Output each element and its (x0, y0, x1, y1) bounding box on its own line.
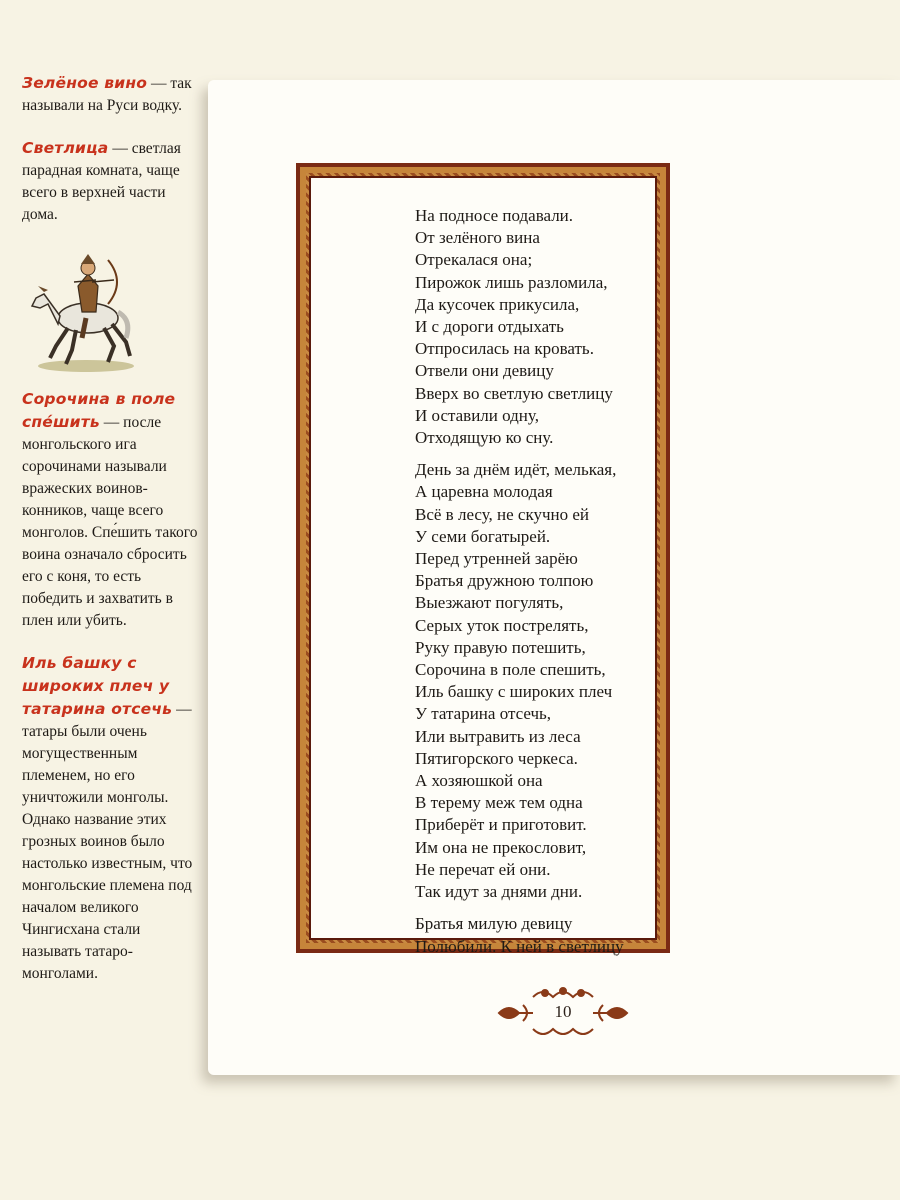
glossary-term: Светлица (22, 139, 109, 157)
poem-line: Перед утренней зарёю (415, 549, 578, 569)
glossary-definition: — светлая парадная комната, чаще всего в верхней части дома. (22, 140, 181, 223)
poem-line: Отпросилась на кровать. (415, 339, 594, 359)
book-page (208, 80, 900, 1075)
poem-line: Приберёт и приготовит. (415, 815, 587, 835)
poem-line: Им она не прекословит, (415, 837, 587, 857)
glossary-definition: — татары были очень могущественным племенем, но его уничтожили монголы. Однако название этих грозных воинов было настолько известным, что монгольские племена под началом великого Чингисхана стали называть татаро-монголами. (22, 701, 193, 982)
glossary-term: Зелёное вино (22, 74, 148, 92)
poem-line: Отрекалася она; (415, 250, 533, 270)
poem-line: Так идут за днями дни. (415, 882, 583, 902)
poem-line: Отходящую ко сну. (415, 428, 554, 448)
glossary-definition: — так называли на Руси водку. (22, 75, 192, 114)
horseman-illustration (26, 246, 136, 376)
glossary-entry-sorochina (22, 388, 202, 632)
poem-line: Серых уток пострелять, (415, 615, 589, 635)
page-number: 10 (554, 1002, 572, 1021)
poem-stanza (415, 205, 624, 449)
poem-text (415, 205, 624, 968)
poem-line: А царевна молодая (415, 482, 553, 502)
poem-line: От зелёного вина (415, 228, 540, 248)
glossary-term: Сорочина в поле спе́шить (22, 390, 176, 431)
poem-line: Братья милую девицу (415, 914, 573, 934)
glossary-term: Иль башку с широких плеч у татарина отсечь (22, 654, 173, 718)
poem-line: Всё в лесу, не скучно ей (415, 504, 590, 524)
poem-line: Не перечат ей они. (415, 859, 551, 879)
poem-line: Иль башку с широких плеч (415, 682, 613, 702)
poem-line: Пятигорского черкеса. (415, 748, 578, 768)
glossary-sidebar (22, 72, 202, 1005)
poem-line: У татарина отсечь, (415, 704, 552, 724)
poem-line: Да кусочек прикусила, (415, 294, 580, 314)
poem-line: На подносе подавали. (415, 206, 574, 225)
poem-line: В терему меж тем одна (415, 793, 583, 813)
poem-line: Братья дружною толпою (415, 571, 594, 591)
glossary-entry-bashku (22, 652, 202, 985)
poem-line: А хозяюшкой она (415, 771, 543, 791)
poem-stanza (415, 459, 624, 903)
ornamental-frame (296, 163, 670, 956)
poem-line: Выезжают погулять, (415, 593, 564, 613)
glossary-entry-zelenoe-vino (22, 72, 202, 117)
poem-line: День за днём идёт, мелькая, (415, 460, 617, 480)
poem-line: Вверх во светлую светлицу (415, 383, 613, 403)
poem-line: Пирожок лишь разломила, (415, 272, 608, 292)
poem-line: У семи богатырей. (415, 526, 551, 546)
poem-line: Руку правую потешить, (415, 637, 586, 657)
poem-line: Полюбили. К ней в светлицу (415, 936, 624, 956)
poem-line: И с дороги отдыхать (415, 317, 564, 337)
poem-line: Сорочина в поле спешить, (415, 660, 606, 680)
poem-line: Или вытравить из леса (415, 726, 581, 746)
poem-line: Отвели они девицу (415, 361, 554, 381)
poem-stanza (415, 913, 624, 957)
poem-line: И оставили одну, (415, 405, 539, 425)
glossary-definition: — после монгольского ига сорочинами называли вражеских воинов-конников, чаще всего монголов. Спе́шить такого воина означало сбросить его с коня, то есть победить и захватить в плен или убить. (22, 414, 198, 629)
glossary-entry-svetlitsa (22, 137, 202, 226)
